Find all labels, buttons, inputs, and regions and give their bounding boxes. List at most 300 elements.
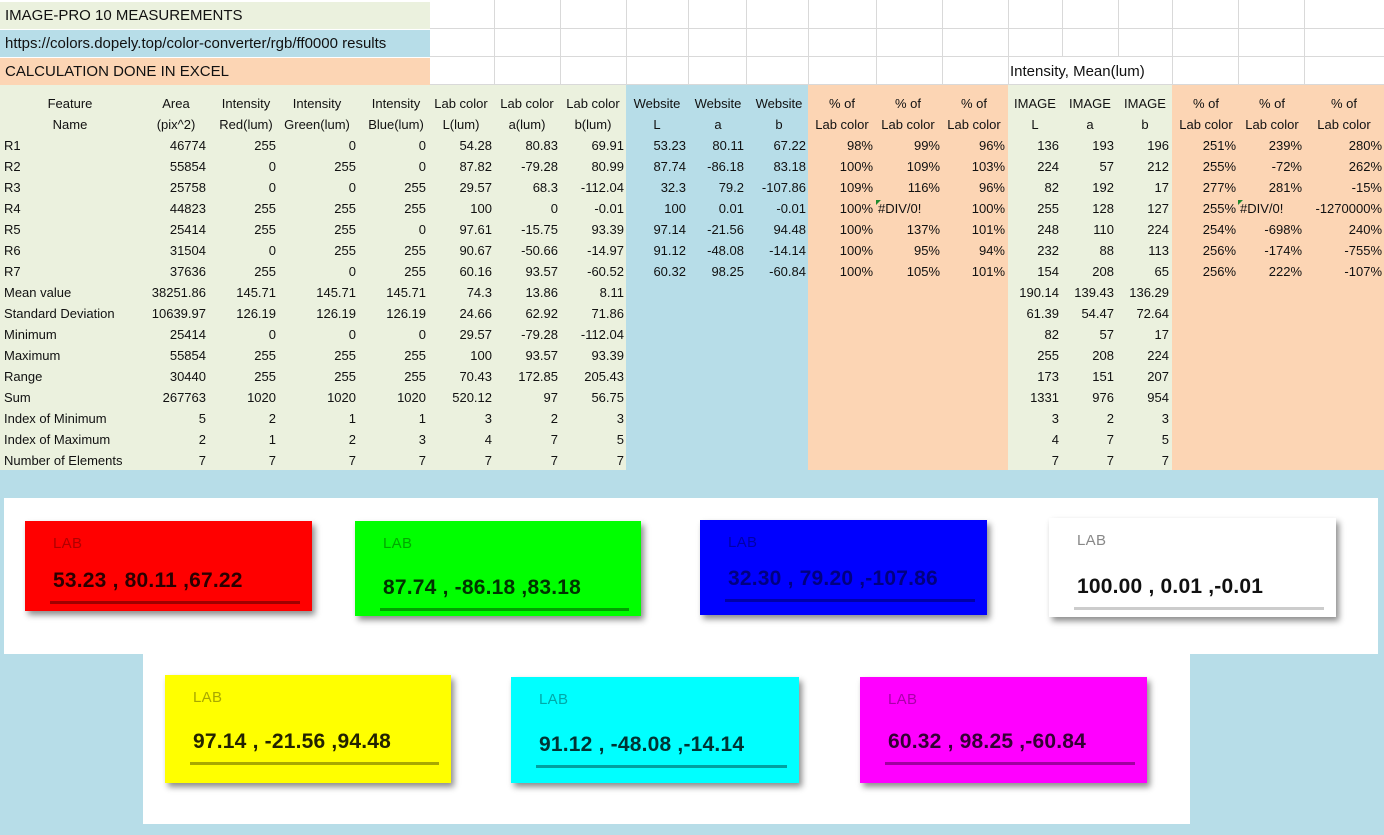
column-header-pct1_a: % of bbox=[894, 96, 921, 111]
table-cell: -15.75 bbox=[521, 222, 558, 237]
swatch-lab-label: LAB bbox=[539, 691, 569, 708]
table-cell: -21.56 bbox=[707, 222, 744, 237]
table-cell: 3 bbox=[1051, 411, 1059, 426]
column-header-web_b: Website bbox=[755, 96, 803, 111]
color-swatch bbox=[700, 520, 987, 615]
table-cell: -174% bbox=[1264, 243, 1302, 258]
table-cell: 251% bbox=[1202, 138, 1236, 153]
table-cell: 4 bbox=[1051, 432, 1059, 447]
table-cell: 2 bbox=[1106, 411, 1114, 426]
column-header-int_red: Intensity bbox=[221, 96, 271, 111]
measurement-table bbox=[0, 85, 1384, 470]
column-header-pct1_a-sub: Lab color bbox=[881, 117, 935, 132]
table-cell: 5 bbox=[1161, 432, 1169, 447]
table-cell: 54.28 bbox=[459, 138, 492, 153]
column-header-pct2_l: % of bbox=[1192, 96, 1219, 111]
table-cell: 136.29 bbox=[1129, 285, 1169, 300]
table-cell: 2 bbox=[198, 432, 206, 447]
table-cell: 96% bbox=[978, 180, 1005, 195]
table-cell: 1331 bbox=[1030, 390, 1059, 405]
table-cell: 0 bbox=[418, 327, 426, 342]
table-cell: 101% bbox=[971, 264, 1005, 279]
table-cell: 8.11 bbox=[599, 285, 624, 300]
table-cell: -0.01 bbox=[594, 201, 624, 216]
table-cell: 1020 bbox=[397, 390, 426, 405]
table-cell: 68.3 bbox=[532, 180, 558, 195]
table-cell: 29.57 bbox=[459, 327, 492, 342]
color-swatch bbox=[511, 677, 799, 783]
table-cell: 7 bbox=[1106, 432, 1114, 447]
table-cell: 46774 bbox=[169, 138, 206, 153]
table-cell: 7 bbox=[550, 453, 558, 468]
swatch-underline bbox=[380, 608, 629, 611]
row-label: Minimum bbox=[4, 327, 57, 342]
color-swatch bbox=[25, 521, 312, 611]
column-header-int_red-sub: Red(lum) bbox=[219, 117, 273, 132]
table-cell: 100% bbox=[839, 201, 873, 216]
swatch-underline bbox=[50, 601, 300, 604]
swatch-lab-value: 97.14 , -21.56 ,94.48 bbox=[193, 730, 392, 753]
swatch-lab-value: 87.74 , -86.18 ,83.18 bbox=[383, 576, 582, 599]
table-cell: 65 bbox=[1154, 264, 1169, 279]
table-cell: 0 bbox=[418, 222, 426, 237]
swatch-lab-value: 32.30 , 79.20 ,-107.86 bbox=[728, 567, 938, 590]
swatch-lab-label: LAB bbox=[53, 535, 83, 552]
table-cell: 255 bbox=[1037, 348, 1059, 363]
table-cell: 281% bbox=[1268, 180, 1302, 195]
table-cell: -60.52 bbox=[587, 264, 624, 279]
column-header-int_green-sub: Green(lum) bbox=[284, 117, 350, 132]
table-cell: 2 bbox=[268, 411, 276, 426]
row-label: R5 bbox=[4, 222, 21, 237]
table-cell: 100 bbox=[470, 348, 492, 363]
table-cell: -86.18 bbox=[707, 159, 744, 174]
table-cell: 93.39 bbox=[591, 348, 624, 363]
table-cell: 145.71 bbox=[386, 285, 426, 300]
table-cell: 57 bbox=[1099, 327, 1114, 342]
table-cell: 255 bbox=[254, 222, 276, 237]
url-banner: https://colors.dopely.top/color-converter/rgb/ff0000 results bbox=[0, 30, 430, 57]
column-header-pct1_b: % of bbox=[960, 96, 987, 111]
table-cell: 0 bbox=[418, 159, 426, 174]
table-cell: 3 bbox=[616, 411, 624, 426]
table-cell: 255 bbox=[334, 348, 356, 363]
column-header-pct2_b: % of bbox=[1330, 96, 1357, 111]
table-cell: 128 bbox=[1092, 201, 1114, 216]
table-cell: 205.43 bbox=[584, 369, 624, 384]
table-cell: -112.04 bbox=[580, 180, 624, 195]
table-cell: 1 bbox=[418, 411, 426, 426]
table-cell: 70.43 bbox=[459, 369, 492, 384]
table-cell: 82 bbox=[1044, 327, 1059, 342]
table-cell: -0.01 bbox=[776, 201, 806, 216]
table-cell: 17 bbox=[1154, 180, 1169, 195]
table-cell: -79.28 bbox=[521, 327, 558, 342]
column-header-img_l: IMAGE bbox=[1014, 96, 1056, 111]
table-cell: 192 bbox=[1092, 180, 1114, 195]
table-cell: -755% bbox=[1344, 243, 1382, 258]
table-cell: 5 bbox=[198, 411, 206, 426]
table-cell: 79.2 bbox=[718, 180, 744, 195]
table-cell: 255 bbox=[334, 222, 356, 237]
table-cell: 98.25 bbox=[711, 264, 744, 279]
table-cell: -72% bbox=[1271, 159, 1302, 174]
table-cell: 1 bbox=[268, 432, 276, 447]
table-cell: 55854 bbox=[169, 348, 206, 363]
table-cell: 127 bbox=[1147, 201, 1169, 216]
column-header-img_a: IMAGE bbox=[1069, 96, 1111, 111]
table-cell: -14.14 bbox=[769, 243, 806, 258]
column-header-img_l-sub: L bbox=[1031, 117, 1039, 132]
table-cell: 10639.97 bbox=[151, 306, 206, 321]
table-cell: 116% bbox=[907, 180, 940, 195]
table-cell: 7 bbox=[418, 453, 426, 468]
table-cell: 255 bbox=[334, 159, 356, 174]
table-cell: 7 bbox=[268, 453, 276, 468]
column-header-web_l-sub: L bbox=[653, 117, 661, 132]
table-cell: 96% bbox=[978, 138, 1005, 153]
column-header-web_b-sub: b bbox=[775, 117, 783, 132]
swatch-underline bbox=[1074, 607, 1324, 610]
table-cell: 7 bbox=[1106, 453, 1114, 468]
table-cell: 126.19 bbox=[386, 306, 426, 321]
table-cell: 954 bbox=[1147, 390, 1169, 405]
row-label: Range bbox=[4, 369, 43, 384]
column-header-int_blue: Intensity bbox=[371, 96, 421, 111]
table-cell: 7 bbox=[616, 453, 624, 468]
table-cell: 7 bbox=[1051, 453, 1059, 468]
table-cell: 87.74 bbox=[653, 159, 686, 174]
table-cell: 7 bbox=[348, 453, 356, 468]
table-cell: 53.23 bbox=[653, 138, 686, 153]
column-header-web_l: Website bbox=[633, 96, 681, 111]
row-label: Index of Maximum bbox=[4, 432, 111, 447]
table-cell: 0 bbox=[348, 138, 356, 153]
table-cell: 0 bbox=[268, 327, 276, 342]
table-cell: 255 bbox=[404, 264, 426, 279]
table-cell: -48.08 bbox=[707, 243, 744, 258]
table-cell: -107% bbox=[1344, 264, 1382, 279]
table-cell: 255 bbox=[254, 369, 276, 384]
table-cell: 256% bbox=[1202, 243, 1236, 258]
header-feature-1: Feature bbox=[47, 96, 93, 111]
table-cell: 126.19 bbox=[236, 306, 276, 321]
table-cell: 95% bbox=[913, 243, 940, 258]
table-cell: 100% bbox=[839, 264, 873, 279]
column-header-pct2_a: % of bbox=[1258, 96, 1285, 111]
table-cell: 137% bbox=[906, 222, 940, 237]
swatch-lab-value: 100.00 , 0.01 ,-0.01 bbox=[1077, 575, 1264, 598]
swatch-lab-label: LAB bbox=[193, 689, 223, 706]
table-cell: -14.97 bbox=[587, 243, 624, 258]
table-cell: 255 bbox=[334, 243, 356, 258]
table-cell: 80.83 bbox=[525, 138, 558, 153]
table-cell: 30440 bbox=[169, 369, 206, 384]
table-cell: 255 bbox=[404, 201, 426, 216]
column-header-pct1_b-sub: Lab color bbox=[947, 117, 1001, 132]
swatch-underline bbox=[536, 765, 787, 768]
swatch-lab-value: 53.23 , 80.11 ,67.22 bbox=[53, 569, 243, 592]
table-cell: 224 bbox=[1037, 159, 1059, 174]
table-cell: 55854 bbox=[169, 159, 206, 174]
row-label: R2 bbox=[4, 159, 21, 174]
column-header-pct1_l: % of bbox=[828, 96, 855, 111]
table-cell: -107.86 bbox=[761, 180, 806, 195]
table-cell: -1270000% bbox=[1315, 201, 1382, 216]
color-swatch bbox=[165, 675, 451, 783]
table-cell: 1 bbox=[348, 411, 356, 426]
table-cell: 56.75 bbox=[591, 390, 624, 405]
table-cell: -15% bbox=[1351, 180, 1382, 195]
table-cell: 172.85 bbox=[518, 369, 558, 384]
table-cell: 224 bbox=[1147, 222, 1169, 237]
swatch-underline bbox=[190, 762, 439, 765]
table-cell: 32.3 bbox=[660, 180, 686, 195]
table-cell: 60.16 bbox=[459, 264, 492, 279]
row-label: Standard Deviation bbox=[4, 306, 115, 321]
swatch-lab-label: LAB bbox=[383, 535, 413, 552]
row-label: Mean value bbox=[4, 285, 72, 300]
column-header-area: Area bbox=[162, 96, 190, 111]
table-cell: 109% bbox=[906, 159, 940, 174]
table-cell: 29.57 bbox=[459, 180, 492, 195]
table-cell: 145.71 bbox=[236, 285, 276, 300]
swatch-underline bbox=[885, 762, 1135, 765]
row-label: R6 bbox=[4, 243, 21, 258]
table-cell: 17 bbox=[1154, 327, 1169, 342]
table-cell: 212 bbox=[1147, 159, 1169, 174]
table-cell: 72.64 bbox=[1136, 306, 1169, 321]
row-label: R3 bbox=[4, 180, 21, 195]
table-cell: 82 bbox=[1044, 180, 1059, 195]
table-cell: 109% bbox=[839, 180, 873, 195]
table-cell: 255 bbox=[404, 348, 426, 363]
table-cell: 38251.86 bbox=[151, 285, 206, 300]
table-cell: 267763 bbox=[162, 390, 206, 405]
table-cell: 255 bbox=[254, 138, 276, 153]
swatch-lab-value: 91.12 , -48.08 ,-14.14 bbox=[539, 733, 745, 756]
table-cell: 100% bbox=[839, 222, 873, 237]
error-flag-icon bbox=[1238, 200, 1243, 205]
calc-banner: CALCULATION DONE IN EXCEL bbox=[0, 58, 430, 85]
table-cell: 255 bbox=[1037, 201, 1059, 216]
table-cell: 256% bbox=[1202, 264, 1236, 279]
swatch-lab-label: LAB bbox=[728, 534, 758, 551]
table-cell: 91.12 bbox=[653, 243, 686, 258]
column-header-img_b: IMAGE bbox=[1124, 96, 1166, 111]
table-cell: 110 bbox=[1093, 222, 1114, 237]
table-cell: 222% bbox=[1268, 264, 1302, 279]
table-cell: 98% bbox=[846, 138, 873, 153]
table-cell: 255 bbox=[254, 264, 276, 279]
title-banner: IMAGE-PRO 10 MEASUREMENTS bbox=[0, 2, 430, 29]
table-cell: 255% bbox=[1202, 201, 1236, 216]
table-cell: 126.19 bbox=[316, 306, 356, 321]
table-cell: 520.12 bbox=[452, 390, 492, 405]
table-cell: 0 bbox=[348, 264, 356, 279]
table-cell: 0 bbox=[550, 201, 558, 216]
table-cell: -60.84 bbox=[769, 264, 806, 279]
table-cell: 100% bbox=[971, 201, 1005, 216]
swatch-lab-value: 60.32 , 98.25 ,-60.84 bbox=[888, 730, 1087, 753]
table-cell: 100 bbox=[664, 201, 686, 216]
table-cell: 62.92 bbox=[525, 306, 558, 321]
table-cell: 2 bbox=[348, 432, 356, 447]
table-cell: 0 bbox=[268, 159, 276, 174]
table-cell: 25414 bbox=[169, 222, 206, 237]
table-cell: 97.61 bbox=[459, 222, 492, 237]
table-cell: 1020 bbox=[327, 390, 356, 405]
table-cell: 255 bbox=[404, 180, 426, 195]
table-cell: 0 bbox=[348, 180, 356, 195]
table-cell: 80.99 bbox=[591, 159, 624, 174]
table-cell: 2 bbox=[550, 411, 558, 426]
table-cell: -698% bbox=[1264, 222, 1302, 237]
table-cell: 100% bbox=[839, 159, 873, 174]
table-cell: 5 bbox=[616, 432, 624, 447]
column-header-int_blue-sub: Blue(lum) bbox=[368, 117, 424, 132]
table-cell: 173 bbox=[1037, 369, 1059, 384]
table-cell: 7 bbox=[198, 453, 206, 468]
table-cell: 3 bbox=[418, 432, 426, 447]
table-cell: 145.71 bbox=[316, 285, 356, 300]
table-cell: -112.04 bbox=[580, 327, 624, 342]
table-cell: 37636 bbox=[169, 264, 206, 279]
table-cell: 93.57 bbox=[525, 348, 558, 363]
table-cell: 3 bbox=[484, 411, 492, 426]
column-header-lab_a-sub: a(lum) bbox=[508, 117, 546, 132]
table-cell: 255 bbox=[334, 201, 356, 216]
table-cell: 190.14 bbox=[1019, 285, 1059, 300]
swatch-lab-label: LAB bbox=[888, 691, 918, 708]
row-label: Sum bbox=[4, 390, 31, 405]
swatch-underline bbox=[725, 599, 975, 602]
table-cell: 976 bbox=[1092, 390, 1114, 405]
column-header-pct2_l-sub: Lab color bbox=[1179, 117, 1233, 132]
table-cell: 196 bbox=[1147, 138, 1169, 153]
row-label: Index of Minimum bbox=[4, 411, 107, 426]
column-header-lab_a: Lab color bbox=[500, 96, 554, 111]
table-cell: 0.01 bbox=[718, 201, 744, 216]
table-cell: 139.43 bbox=[1074, 285, 1114, 300]
table-cell: 4 bbox=[484, 432, 492, 447]
table-cell: 240% bbox=[1348, 222, 1382, 237]
table-cell: 1020 bbox=[247, 390, 276, 405]
column-header-web_a-sub: a bbox=[714, 117, 722, 132]
table-cell: 93.39 bbox=[591, 222, 624, 237]
table-cell: 88 bbox=[1099, 243, 1114, 258]
table-cell: 248 bbox=[1037, 222, 1059, 237]
color-swatch bbox=[1049, 518, 1336, 617]
table-cell: -79.28 bbox=[521, 159, 558, 174]
table-cell: 90.67 bbox=[459, 243, 492, 258]
table-cell: 25414 bbox=[169, 327, 206, 342]
table-cell: 103% bbox=[971, 159, 1005, 174]
table-cell: 67.22 bbox=[773, 138, 806, 153]
table-cell: 193 bbox=[1092, 138, 1114, 153]
table-cell: 255 bbox=[254, 348, 276, 363]
table-cell: #DIV/0! bbox=[1240, 201, 1284, 216]
table-cell: 99% bbox=[913, 138, 940, 153]
table-cell: 93.57 bbox=[525, 264, 558, 279]
table-cell: 208 bbox=[1092, 348, 1114, 363]
table-cell: 25758 bbox=[169, 180, 206, 195]
table-cell: 57 bbox=[1099, 159, 1114, 174]
column-header-pct2_a-sub: Lab color bbox=[1245, 117, 1299, 132]
column-header-img_b-sub: b bbox=[1141, 117, 1149, 132]
table-cell: 136 bbox=[1037, 138, 1059, 153]
column-header-img_a-sub: a bbox=[1086, 117, 1094, 132]
table-cell: 232 bbox=[1037, 243, 1059, 258]
table-cell: 71.86 bbox=[591, 306, 624, 321]
swatch-lab-label: LAB bbox=[1077, 532, 1107, 549]
table-cell: 7 bbox=[550, 432, 558, 447]
header-feature-2: Name bbox=[52, 117, 88, 132]
table-cell: 255 bbox=[404, 369, 426, 384]
table-cell: 0 bbox=[268, 243, 276, 258]
table-cell: 94% bbox=[978, 243, 1005, 258]
row-label: Number of Elements bbox=[4, 453, 123, 468]
table-cell: 224 bbox=[1147, 348, 1169, 363]
column-header-area-sub: (pix^2) bbox=[156, 117, 196, 132]
table-cell: 208 bbox=[1092, 264, 1114, 279]
table-cell: 94.48 bbox=[773, 222, 806, 237]
table-cell: 31504 bbox=[169, 243, 206, 258]
table-cell: 60.32 bbox=[653, 264, 686, 279]
table-cell: 97 bbox=[543, 390, 558, 405]
table-cell: 105% bbox=[906, 264, 940, 279]
table-cell: 101% bbox=[971, 222, 1005, 237]
row-label: Maximum bbox=[4, 348, 61, 363]
table-cell: 0 bbox=[418, 138, 426, 153]
table-cell: 100 bbox=[470, 201, 492, 216]
table-cell: 254% bbox=[1202, 222, 1236, 237]
column-header-lab_b: Lab color bbox=[566, 96, 620, 111]
table-cell: 207 bbox=[1147, 369, 1169, 384]
table-cell: 3 bbox=[1161, 411, 1169, 426]
table-cell: 54.47 bbox=[1081, 306, 1114, 321]
column-header-lab_l: Lab color bbox=[434, 96, 488, 111]
table-cell: 80.11 bbox=[712, 138, 744, 153]
table-cell: 44823 bbox=[169, 201, 206, 216]
table-cell: 277% bbox=[1202, 180, 1236, 195]
column-header-lab_b-sub: b(lum) bbox=[574, 117, 612, 132]
table-cell: 87.82 bbox=[459, 159, 492, 174]
table-cell: 83.18 bbox=[773, 159, 806, 174]
table-cell: 255% bbox=[1202, 159, 1236, 174]
column-header-pct1_l-sub: Lab color bbox=[815, 117, 869, 132]
table-cell: 113 bbox=[1148, 243, 1169, 258]
table-cell: 151 bbox=[1092, 369, 1114, 384]
table-cell: 0 bbox=[348, 327, 356, 342]
row-label: R7 bbox=[4, 264, 21, 279]
table-cell: 61.39 bbox=[1026, 306, 1059, 321]
table-cell: 239% bbox=[1268, 138, 1302, 153]
table-cell: -50.66 bbox=[521, 243, 558, 258]
row-label: R1 bbox=[4, 138, 21, 153]
color-swatch bbox=[860, 677, 1147, 783]
color-swatch bbox=[355, 521, 641, 616]
table-cell: 13.86 bbox=[525, 285, 558, 300]
table-cell: 255 bbox=[334, 369, 356, 384]
table-cell: 262% bbox=[1348, 159, 1382, 174]
table-cell: 97.14 bbox=[653, 222, 686, 237]
table-cell: 74.3 bbox=[466, 285, 492, 300]
column-header-pct2_b-sub: Lab color bbox=[1317, 117, 1371, 132]
error-flag-icon bbox=[876, 200, 881, 205]
table-cell: 280% bbox=[1348, 138, 1382, 153]
column-header-web_a: Website bbox=[694, 96, 742, 111]
